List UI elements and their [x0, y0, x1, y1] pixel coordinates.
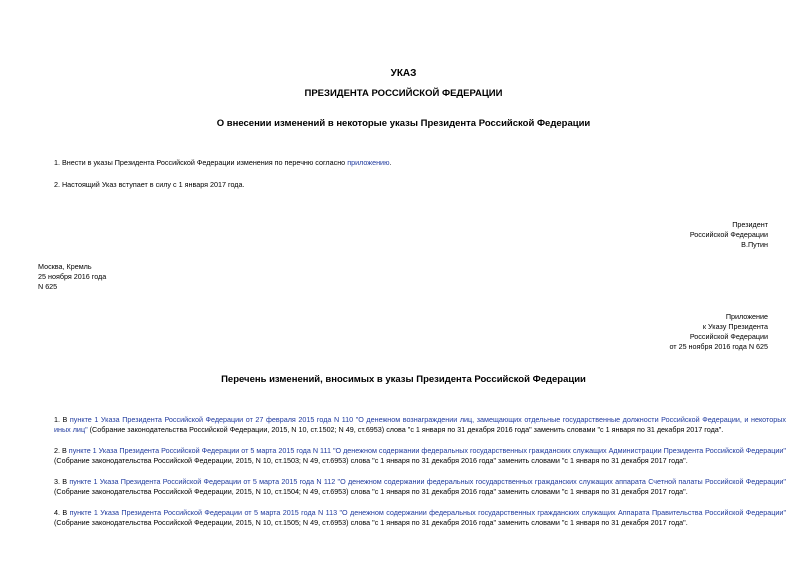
- paragraph-2-text: 2. Настоящий Указ вступает в силу с 1 января 2017 года.: [54, 180, 245, 189]
- decree-link[interactable]: пункте 1 Указа Президента Российской Федерации от 27 февраля 2015 года N 110 "О денежном вознаграждении лиц, замещающих отдельные государственные должности Российской Федерации, и некоторых иных лиц": [54, 415, 786, 434]
- list-item-number: 2. В: [54, 446, 69, 455]
- appendix-line-1: Приложение: [725, 312, 768, 321]
- list-item-rest: (Собрание законодательства Российской Федерации, 2015, N 10, ст.1503; N 49, ст.6953) слова "с 1 января по 31 декабря 2016 года" заменить словами "с 1 января по 31 декабря 2017 года".: [54, 456, 688, 465]
- decree-link[interactable]: пункте 1 Указа Президента Российской Федерации от 5 марта 2015 года N 113 "О денежном содержании федеральных государственных гражданских служащих Аппарата Правительства Российской Федерации": [69, 508, 786, 517]
- doc-subtitle: ПРЕЗИДЕНТА РОССИЙСКОЙ ФЕДЕРАЦИИ: [304, 88, 503, 99]
- date-line: 25 ноября 2016 года: [38, 272, 107, 281]
- list-heading: Перечень изменений, вносимых в указы Президента Российской Федерации: [221, 374, 586, 385]
- signature-line-2: Российской Федерации: [689, 230, 768, 239]
- paragraph-2: [38, 180, 786, 190]
- appendix-link[interactable]: приложению: [347, 158, 390, 167]
- doc-title: УКАЗ: [390, 68, 417, 79]
- list-item: [38, 415, 786, 435]
- decree-link[interactable]: пункте 1 Указа Президента Российской Федерации от 5 марта 2015 года N 111 "О денежном содержании федеральных государственных гражданских служащих Администрации Президента Российской Федерации": [68, 446, 786, 455]
- place-line: Москва, Кремль: [38, 262, 92, 271]
- list-item: [38, 446, 786, 466]
- paragraph-1-text: 1. Внести в указы Президента Российской Федерации изменения по перечню согласно: [54, 158, 348, 167]
- list-item-rest: (Собрание законодательства Российской Федерации, 2015, N 10, ст.1504; N 49, ст.6953) слова "с 1 января по 31 декабря 2016 года" заменить словами "с 1 января по 31 декабря 2017 года".: [54, 487, 688, 496]
- paragraph-1-end: .: [389, 158, 392, 167]
- appendix-line-2: к Указу Президента: [702, 322, 768, 331]
- decree-link[interactable]: пункте 1 Указа Президента Российской Федерации от 5 марта 2015 года N 112 "О денежном содержании федеральных государственных гражданских служащих аппарата Счетной палаты Российской Федерации": [69, 477, 786, 486]
- list-item-rest: (Собрание законодательства Российской Федерации, 2015, N 10, ст.1505; N 49, ст.6953) слова "с 1 января по 31 декабря 2016 года" заменить словами "с 1 января по 31 декабря 2017 года".: [54, 518, 688, 527]
- doc-heading: О внесении изменений в некоторые указы Президента Российской Федерации: [216, 118, 591, 129]
- list-item: [38, 508, 786, 528]
- paragraph-1: [38, 158, 786, 168]
- number-line: N 625: [38, 282, 58, 291]
- appendix-block: [560, 312, 768, 352]
- list-item-number: 4. В: [54, 508, 70, 517]
- list-item-number: 3. В: [54, 477, 70, 486]
- place-date-block: [38, 262, 106, 292]
- list-item: [38, 477, 786, 497]
- signature-line-3: В.Путин: [741, 240, 768, 249]
- signature-line-1: Президент: [732, 220, 768, 229]
- signature-block: [560, 220, 768, 250]
- appendix-line-4: от 25 ноября 2016 года N 625: [669, 342, 768, 351]
- list-item-rest: (Собрание законодательства Российской Федерации, 2015, N 10, ст.1502; N 49, ст.6953) слова "с 1 января по 31 декабря 2016 года" заменить словами "с 1 января по 31 декабря 2017 года".: [87, 425, 724, 434]
- appendix-line-3: Российской Федерации: [689, 332, 768, 341]
- list-item-number: 1. В: [54, 415, 70, 424]
